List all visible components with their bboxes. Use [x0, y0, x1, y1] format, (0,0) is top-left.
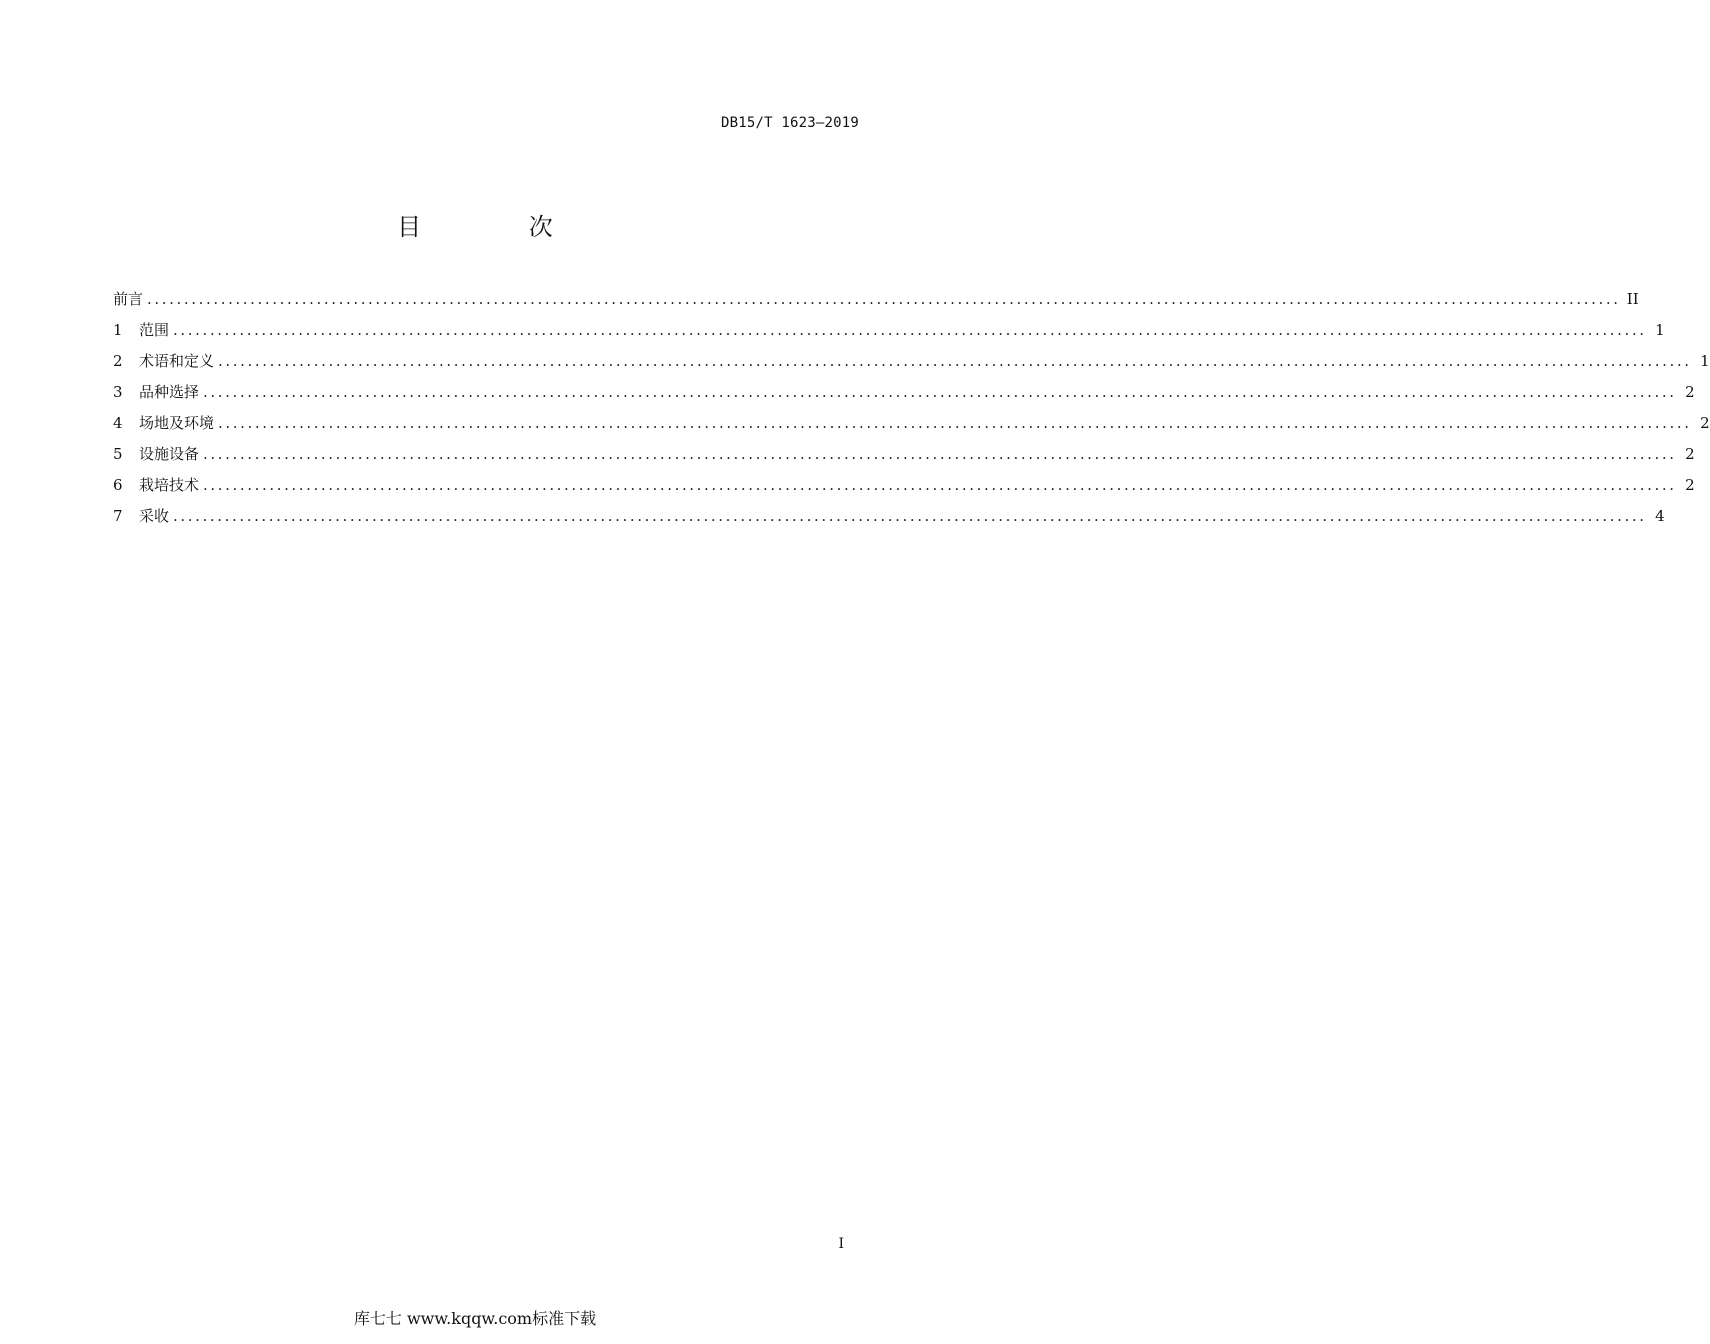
toc-dot-leader: ........................................................................................................................................................................................................ — [173, 507, 1647, 525]
toc-entry-number: 2 — [113, 352, 123, 370]
toc-dot-leader: ........................................................................................................................................................................................................ — [173, 321, 1647, 339]
toc-entry-page: 1 — [1655, 321, 1665, 339]
toc-entry-number: 1 — [113, 321, 123, 339]
toc-entry-number: 5 — [113, 445, 123, 463]
toc-entry-number: 3 — [113, 383, 123, 401]
toc-entry-label: 采收 — [139, 507, 170, 525]
toc-entry-page: 2 — [1685, 476, 1695, 494]
toc-entry-harvest[interactable] — [113, 505, 1665, 536]
toc-dot-leader: ........................................................................................................................................................................................................ — [218, 414, 1692, 432]
toc-entry-page: 4 — [1655, 507, 1665, 525]
toc-entry-cultivation[interactable] — [113, 474, 1695, 505]
page-number: I — [838, 1236, 844, 1252]
toc-entry-label: 品种选择 — [139, 383, 200, 401]
toc-entry-label: 栽培技术 — [139, 476, 200, 494]
toc-dot-leader: ........................................................................................................................................................................................................ — [203, 476, 1677, 494]
toc-entry-label: 范围 — [139, 321, 170, 339]
toc-entry-site[interactable] — [113, 412, 1710, 443]
toc-entry-foreword[interactable] — [113, 288, 1639, 319]
table-of-contents — [113, 288, 1710, 536]
toc-entry-page: II — [1626, 290, 1639, 308]
footer-watermark-text: 库七七 www.kqqw.com标准下载 — [353, 1309, 597, 1328]
toc-dot-leader: ........................................................................................................................................................................................................ — [203, 445, 1677, 463]
toc-entry-number: 4 — [113, 414, 123, 432]
toc-entry-label: 术语和定义 — [139, 352, 215, 370]
toc-entry-label: 前言 — [113, 290, 144, 308]
toc-entry-terms[interactable] — [113, 350, 1710, 381]
document-code: DB15/T 1623—2019 — [720, 115, 859, 131]
toc-entry-scope[interactable] — [113, 319, 1665, 350]
toc-entry-page: 2 — [1700, 414, 1710, 432]
toc-entry-label: 设施设备 — [139, 445, 200, 463]
toc-entry-number: 7 — [113, 507, 123, 525]
toc-entry-facilities[interactable] — [113, 443, 1695, 474]
toc-dot-leader: ........................................................................................................................................................................................................ — [203, 383, 1677, 401]
toc-entry-page: 2 — [1685, 445, 1695, 463]
toc-entry-label: 场地及环境 — [139, 414, 215, 432]
toc-dot-leader: ........................................................................................................................................................................................................ — [147, 290, 1621, 308]
toc-dot-leader: ........................................................................................................................................................................................................ — [218, 352, 1692, 370]
toc-title: 目 次 — [397, 213, 603, 241]
toc-entry-page: 2 — [1685, 383, 1695, 401]
toc-entry-variety[interactable] — [113, 381, 1695, 412]
toc-entry-number: 6 — [113, 476, 123, 494]
toc-entry-page: 1 — [1700, 352, 1710, 370]
